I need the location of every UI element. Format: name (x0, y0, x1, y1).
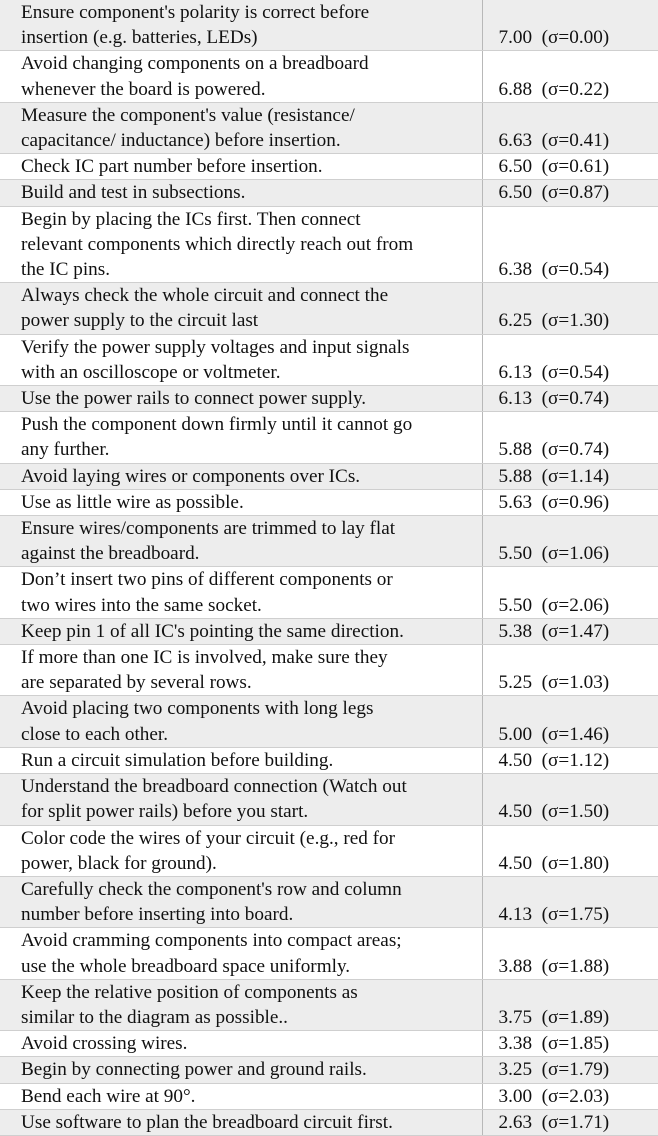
score-cell (482, 0, 658, 51)
table-row (0, 1083, 658, 1109)
score-value: 5.63 (σ=0.96) (499, 490, 658, 515)
table-row (0, 206, 658, 283)
guideline-text-line: Build and test in subsections. (21, 180, 482, 205)
score-value: 6.13 (σ=0.54) (499, 360, 658, 385)
table-row (0, 825, 658, 876)
score-cell (482, 825, 658, 876)
guideline-cell (0, 928, 482, 979)
score-value: 5.88 (σ=1.14) (499, 464, 658, 489)
table-row (0, 516, 658, 567)
guideline-cell (0, 747, 482, 773)
table-row (0, 0, 658, 51)
score-cell (482, 696, 658, 747)
guideline-text-line: Always check the whole circuit and connect the (21, 283, 482, 308)
guideline-text-line: Don’t insert two pins of different components or (21, 567, 482, 592)
guideline-text-line: capacitance/ inductance) before insertion. (21, 128, 482, 153)
guideline-cell (0, 1031, 482, 1057)
score-value: 3.75 (σ=1.89) (499, 1005, 658, 1030)
guideline-cell (0, 825, 482, 876)
guideline-text-line: Ensure wires/components are trimmed to lay flat (21, 516, 482, 541)
guideline-cell (0, 180, 482, 206)
guideline-text-line: Begin by connecting power and ground rails. (21, 1057, 482, 1082)
table-row (0, 979, 658, 1030)
score-value: 2.63 (σ=1.71) (499, 1110, 658, 1135)
table-row (0, 1057, 658, 1083)
guideline-text-line: Begin by placing the ICs first. Then connect (21, 207, 482, 232)
guideline-text-line: Check IC part number before insertion. (21, 154, 482, 179)
score-value: 6.50 (σ=0.61) (499, 154, 658, 179)
guideline-cell (0, 102, 482, 153)
score-value: 5.50 (σ=1.06) (499, 541, 658, 566)
score-cell (482, 928, 658, 979)
score-value: 6.50 (σ=0.87) (499, 180, 658, 205)
guideline-text-line: similar to the diagram as possible.. (21, 1005, 482, 1030)
score-cell (482, 567, 658, 618)
score-cell (482, 283, 658, 334)
table-row (0, 412, 658, 463)
score-cell (482, 180, 658, 206)
score-value: 6.25 (σ=1.30) (499, 308, 658, 333)
score-value: 5.25 (σ=1.03) (499, 670, 658, 695)
guideline-text-line: two wires into the same socket. (21, 593, 482, 618)
guideline-text-line: Avoid laying wires or components over ICs. (21, 464, 482, 489)
score-cell (482, 1057, 658, 1083)
table-row (0, 928, 658, 979)
guideline-text-line: Run a circuit simulation before building. (21, 748, 482, 773)
score-value: 4.50 (σ=1.80) (499, 851, 658, 876)
score-value: 5.38 (σ=1.47) (499, 619, 658, 644)
guideline-cell (0, 463, 482, 489)
guideline-cell (0, 154, 482, 180)
guideline-text-line: Avoid changing components on a breadboard (21, 51, 482, 76)
guideline-cell (0, 412, 482, 463)
guideline-cell (0, 645, 482, 696)
score-cell (482, 386, 658, 412)
score-cell (482, 747, 658, 773)
score-cell (482, 645, 658, 696)
guideline-cell (0, 567, 482, 618)
score-cell (482, 489, 658, 515)
score-cell (482, 412, 658, 463)
guideline-cell (0, 696, 482, 747)
guideline-cell (0, 516, 482, 567)
guideline-text-line: insertion (e.g. batteries, LEDs) (21, 25, 482, 50)
guideline-cell (0, 618, 482, 644)
score-value: 3.25 (σ=1.79) (499, 1057, 658, 1082)
guideline-text-line: are separated by several rows. (21, 670, 482, 695)
score-value: 6.63 (σ=0.41) (499, 128, 658, 153)
table-row (0, 1031, 658, 1057)
score-cell (482, 102, 658, 153)
score-value: 3.88 (σ=1.88) (499, 954, 658, 979)
guideline-text-line: the IC pins. (21, 257, 482, 282)
guideline-text-line: against the breadboard. (21, 541, 482, 566)
score-cell (482, 154, 658, 180)
table-row (0, 154, 658, 180)
guideline-text-line: Keep the relative position of components as (21, 980, 482, 1005)
score-cell (482, 516, 658, 567)
score-cell (482, 876, 658, 927)
guideline-text-line: Color code the wires of your circuit (e.g., red for (21, 826, 482, 851)
guideline-text-line: Push the component down firmly until it cannot go (21, 412, 482, 437)
score-cell (482, 51, 658, 102)
score-value: 4.50 (σ=1.12) (499, 748, 658, 773)
guideline-text-line: power, black for ground). (21, 851, 482, 876)
guideline-cell (0, 0, 482, 51)
table-row (0, 489, 658, 515)
guideline-text-line: close to each other. (21, 722, 482, 747)
score-value: 7.00 (σ=0.00) (499, 25, 658, 50)
score-cell (482, 979, 658, 1030)
table-row (0, 463, 658, 489)
score-value: 5.88 (σ=0.74) (499, 437, 658, 462)
guideline-cell (0, 774, 482, 825)
table-row (0, 618, 658, 644)
guideline-text-line: Carefully check the component's row and column (21, 877, 482, 902)
table-row (0, 386, 658, 412)
guideline-cell (0, 979, 482, 1030)
table-row (0, 876, 658, 927)
score-cell (482, 1083, 658, 1109)
guideline-cell (0, 1057, 482, 1083)
table-row (0, 567, 658, 618)
guideline-text-line: Verify the power supply voltages and input signals (21, 335, 482, 360)
table-row (0, 51, 658, 102)
guideline-text-line: Ensure component's polarity is correct before (21, 0, 482, 25)
guideline-text-line: Use software to plan the breadboard circuit first. (21, 1110, 482, 1135)
score-value: 4.50 (σ=1.50) (499, 799, 658, 824)
guideline-text-line: Measure the component's value (resistance/ (21, 103, 482, 128)
table-row (0, 180, 658, 206)
guideline-text-line: for split power rails) before you start. (21, 799, 482, 824)
score-value: 6.88 (σ=0.22) (499, 77, 658, 102)
guideline-text-line: Keep pin 1 of all IC's pointing the same direction. (21, 619, 482, 644)
score-value: 4.13 (σ=1.75) (499, 902, 658, 927)
guideline-text-line: Understand the breadboard connection (Watch out (21, 774, 482, 799)
guideline-text-line: whenever the board is powered. (21, 77, 482, 102)
score-cell (482, 463, 658, 489)
guideline-text-line: power supply to the circuit last (21, 308, 482, 333)
score-cell (482, 618, 658, 644)
score-value: 3.00 (σ=2.03) (499, 1084, 658, 1109)
guideline-cell (0, 1083, 482, 1109)
table-row (0, 774, 658, 825)
guideline-cell (0, 489, 482, 515)
guideline-text-line: relevant components which directly reach out from (21, 232, 482, 257)
guideline-cell (0, 283, 482, 334)
score-value: 6.13 (σ=0.74) (499, 386, 658, 411)
guideline-cell (0, 334, 482, 385)
guideline-text-line: Avoid placing two components with long legs (21, 696, 482, 721)
guideline-text-line: any further. (21, 437, 482, 462)
score-cell (482, 334, 658, 385)
guideline-text-line: Use as little wire as possible. (21, 490, 482, 515)
score-value: 3.38 (σ=1.85) (499, 1031, 658, 1056)
guideline-text-line: use the whole breadboard space uniformly. (21, 954, 482, 979)
guideline-text-line: Avoid crossing wires. (21, 1031, 482, 1056)
table-row (0, 645, 658, 696)
score-cell (482, 206, 658, 283)
guideline-text-line: If more than one IC is involved, make sure they (21, 645, 482, 670)
score-value: 5.50 (σ=2.06) (499, 593, 658, 618)
score-cell (482, 1031, 658, 1057)
table-row (0, 283, 658, 334)
guideline-text-line: with an oscilloscope or voltmeter. (21, 360, 482, 385)
score-cell (482, 774, 658, 825)
guideline-cell (0, 51, 482, 102)
table-row (0, 102, 658, 153)
guideline-cell (0, 386, 482, 412)
guideline-text-line: Bend each wire at 90°. (21, 1084, 482, 1109)
table-row (0, 747, 658, 773)
guideline-cell (0, 876, 482, 927)
score-value: 6.38 (σ=0.54) (499, 257, 658, 282)
table-row (0, 696, 658, 747)
guideline-text-line: number before inserting into board. (21, 902, 482, 927)
guideline-text-line: Avoid cramming components into compact areas; (21, 928, 482, 953)
guideline-cell (0, 206, 482, 283)
table-row (0, 334, 658, 385)
guideline-text-line: Use the power rails to connect power supply. (21, 386, 482, 411)
score-value: 5.00 (σ=1.46) (499, 722, 658, 747)
